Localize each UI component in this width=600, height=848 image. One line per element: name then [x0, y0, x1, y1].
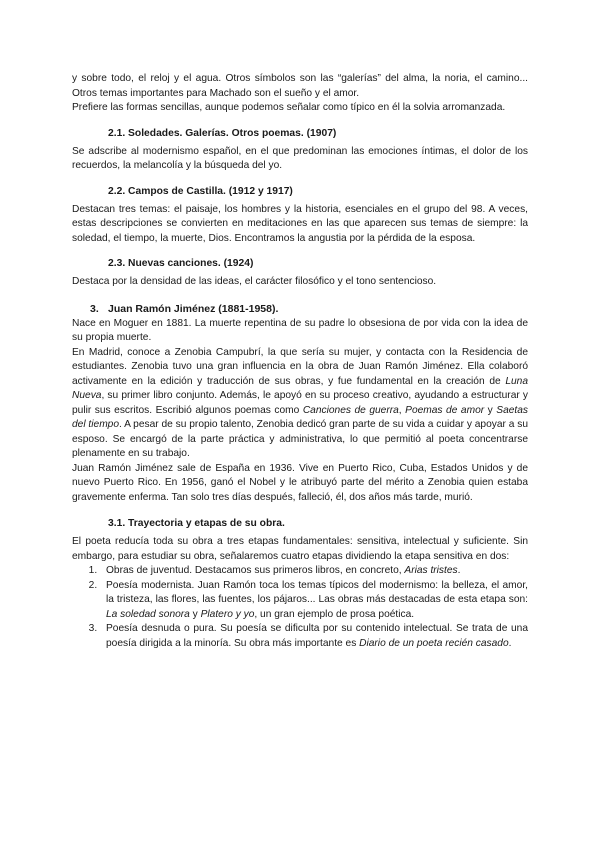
- intro-paragraph-1: y sobre todo, el reloj y el agua. Otros símbolos son las “galerías” del alma, la noria, el camino... Otros temas importantes para Machado son el sueño y el amor.: [72, 73, 528, 99]
- list-item: 1. Obras de juventud. Destacamos sus primeros libros, en concreto, Arias tristes.: [100, 564, 528, 579]
- section-3-1-text: El poeta reducía toda su obra a tres etapas fundamentales: sensitiva, intelectual y suficiente. Sin embargo, para estudiar su obra, señalaremos cuatro etapas dividiendo la etapa sensitiva en dos:: [72, 536, 528, 562]
- section-3-1-heading: 3.1. Trayectoria y etapas de su obra.: [108, 518, 285, 529]
- section-3-number: 3.: [90, 302, 99, 315]
- section-3-paragraph-3: Juan Ramón Jiménez sale de España en 1936. Vive en Puerto Rico, Cuba, Estados Unidos y de nuevo Puerto Rico. En 1956, ganó el Nobel y le atribuyó parte del mérito a Zenobia quien estaba gravemente enferma. Tan solo tres días después, falleció, él, dos años más tarde, murió.: [72, 462, 528, 503]
- section-2-2-text: Destacan tres temas: el paisaje, los hombres y la historia, esenciales en el grupo del 98. A veces, estas descripciones se convierten en meditaciones en las que aparecen sus temas de siempre: la soledad, el tiempo, la muerte, Dios. Encontramos la angustia por la pérdida de la esposa.: [72, 203, 528, 244]
- work-title: Poemas de amor: [405, 404, 485, 416]
- section-2-3-text: Destaca por la densidad de las ideas, el carácter filosófico y el tono sentencioso.: [72, 276, 437, 287]
- section-2-2-heading: 2.2. Campos de Castilla. (1912 y 1917): [108, 185, 293, 197]
- document-page: [72, 72, 528, 651]
- section-2-3-heading: 2.3. Nuevas canciones. (1924): [108, 258, 254, 269]
- stages-list: [72, 564, 528, 651]
- section-2-1-text: Se adscribe al modernismo español, en el que predominan las emociones íntimas, el dolor de los recuerdos, la melancolía y la búsqueda del yo.: [72, 145, 528, 171]
- section-3-paragraph-1: Nace en Moguer en 1881. La muerte repentina de su padre lo obsesiona de por vida con la idea de su propia muerte.: [72, 317, 528, 343]
- list-item: 2. Poesía modernista. Juan Ramón toca los temas típicos del modernismo: la belleza, el amor, la tristeza, las flores, las fuentes, los pájaros... Las obras más destacadas de esta etapa son: La soledad sonora y Platero y yo, un gran ejemplo de prosa poética.: [100, 579, 528, 623]
- work-title: Arias tristes: [404, 565, 458, 576]
- intro-paragraph-2: Prefiere las formas sencillas, aunque podemos señalar como típico en él la solvia arromanzada.: [72, 102, 506, 113]
- section-3-heading: [90, 302, 528, 316]
- work-title: Luna Nueva: [72, 375, 528, 401]
- work-title: Canciones de guerra: [302, 404, 399, 416]
- list-item: 3. Poesía desnuda o pura. Su poesía se dificulta por su contenido intelectual. Se trata de una poesía dirigida a la minoría. Su obra más importante es Diario de un poeta recién casado.: [100, 622, 528, 651]
- work-title: Saetas del tiempo: [72, 404, 529, 430]
- work-title: Platero y yo: [200, 608, 255, 620]
- work-title: La soledad sonora: [106, 608, 190, 620]
- section-3-paragraph-2: En Madrid, conoce a Zenobia Campubrí, la que sería su mujer, y contacta con la Residencia de estudiantes. Zenobia tuvo una gran influencia en la obra de Juan Ramón Jiménez. Ella colaboró activamente en la edición y traducción de sus obras, y fue fundamental en la creación de Luna Nueva, su primer libro conjunto. Además, le apoyó en su proceso creativo, ayudando a estructurar y pulir sus escritos. Escribió algunos poemas como Canciones de guerra, Poemas de amor y Saetas del tiempo. A pesar de su propio talento, Zenobia dedicó gran parte de su vida a cuidar y apoyar a su esposo. Se encargó de la parte práctica y administrativa, lo que permitió al poeta concentrarse plenamente en su trabajo.: [72, 346, 529, 459]
- section-3-title: Juan Ramón Jiménez (1881-1958).: [108, 302, 279, 315]
- section-2-1-heading: 2.1. Soledades. Galerías. Otros poemas. (1907): [108, 127, 337, 139]
- work-title: Diario de un poeta recién casado: [359, 637, 509, 649]
